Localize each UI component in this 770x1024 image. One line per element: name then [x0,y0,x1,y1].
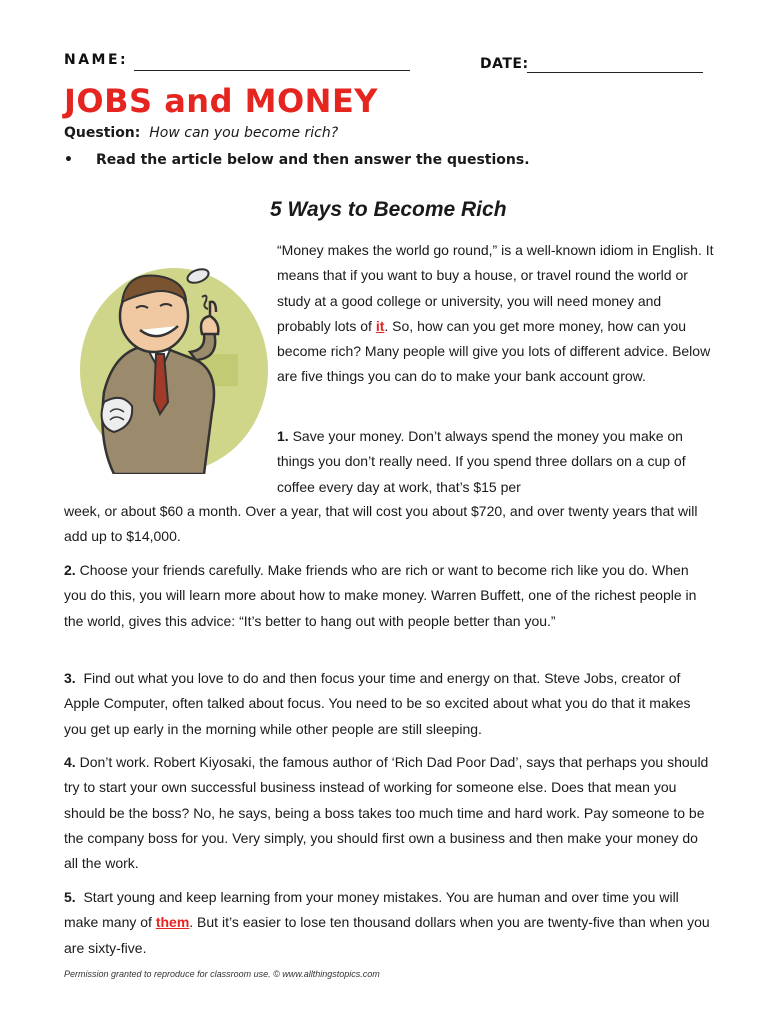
businessman-thumbs-up-icon [74,242,270,474]
point-3 [64,666,714,742]
point-1-number: 1. [277,428,289,444]
name-field-line[interactable] [134,70,410,71]
point-2-number: 2. [64,562,76,578]
businessman-illustration [74,242,270,474]
question-text: How can you become rich? [149,125,339,141]
point-4-text: Don’t work. Robert Kiyosaki, the famous author of ‘Rich Dad Poor Dad’, says that perhaps you should try to start your own successful business instead of working for someone else. Does that mean you should be the boss? No, he says, being a boss takes too much time and hard work. Pay someone to be the company boss for you. Very simply, you should first own a business and then make your money do all the work. [64,754,709,872]
point-5-text: Start young and keep learning from your money mistakes. You are human and over time you will make many of [64,889,679,931]
footer-credit: Permission granted to reproduce for classroom use. © www.allthingstopics.com [64,969,380,979]
point-4 [64,750,714,876]
point-5-text-continued: . But it’s easier to lose ten thousand dollars when you are twenty-five than when you are sixty-five. [64,914,710,956]
article-title: 5 Ways to Become Rich [270,198,507,221]
date-label: DATE: [480,56,529,72]
name-label: NAME: [64,52,129,68]
highlight-it: it [375,317,385,334]
point-1 [277,424,717,500]
point-3-number: 3. [64,670,76,686]
point-2 [64,558,714,634]
intro-text: “Money makes the world go round,” is a well-known idiom in English. It means that if you want to buy a house, or travel round the world or study at a good college or university, you will need money and probably lots of [277,242,714,334]
article-intro [277,238,717,390]
point-5 [64,885,714,961]
instruction-line [64,152,530,168]
date-field-line[interactable] [527,72,703,73]
question-line [64,125,338,141]
point-2-text: Choose your friends carefully. Make friends who are rich or want to become rich like you do. When you do this, you will learn more about how to make money. Warren Buffett, one of the richest people in the world, gives this advice: “It’s better to hang out with people better than you.” [64,562,697,629]
point-5-number: 5. [64,889,76,905]
point-4-number: 4. [64,754,76,770]
bullet-icon: • [64,152,73,168]
point-1-continued: week, or about $60 a month. Over a year, that will cost you about $720, and over twenty years that will add up to $14,000. [64,503,698,545]
intro-text-continued: . So, how can you get more money, how can you become rich? Many people will give you lots of different advice. Below are five things you can do to make your bank account grow. [277,317,711,385]
instruction-text: Read the article below and then answer the questions. [96,152,530,168]
question-label: Question: [64,125,141,141]
point-1-text: Save your money. Don’t always spend the money you make on things you don’t really need. If you spend three dollars on a cup of coffee every day at work, that’s $15 per [277,428,686,495]
point-3-text: Find out what you love to do and then focus your time and energy on that. Steve Jobs, creator of Apple Computer, often talked about focus. You need to be so excited about what you do that it makes you get up early in the morning while other people are still sleeping. [64,670,691,737]
highlight-them: them [155,914,190,931]
page-title: JOBS and MONEY [64,82,378,120]
